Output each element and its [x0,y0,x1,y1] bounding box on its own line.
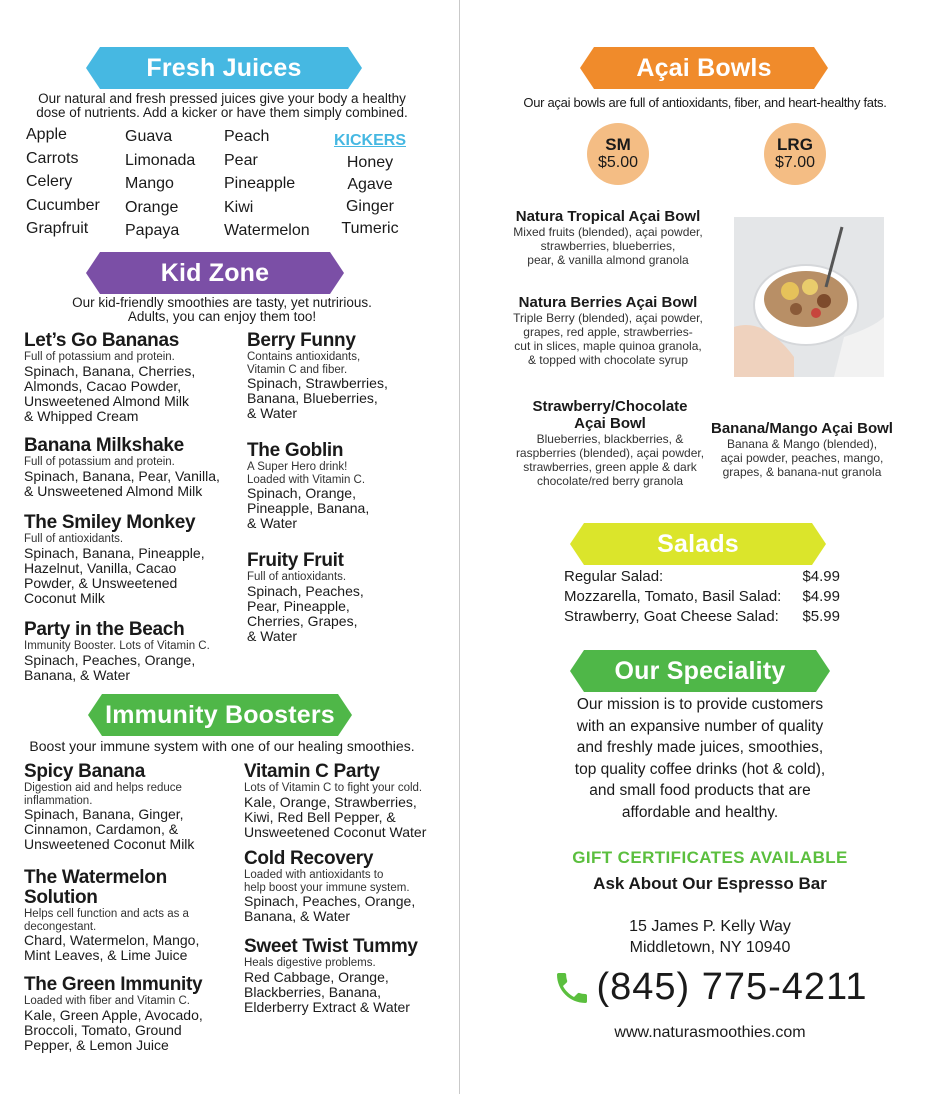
item-ingredients-line: Almonds, Cacao Powder, [24,377,182,394]
fresh-juices-title: Fresh Juices [146,53,302,82]
item-name: Party in the Beach [24,619,185,640]
item-ingredients-line: Kale, Orange, Strawberries, [244,793,417,810]
kicker-item: Tumeric [341,220,399,237]
menu-item-green-immunity [24,975,254,1053]
speciality-banner [584,650,816,692]
juice-item: Carrots [26,149,79,167]
page-fold-line [459,0,460,1094]
address-line: Middletown, NY 10940 [629,939,791,956]
item-description: Loaded with fiber and Vitamin C. [24,995,190,1007]
juice-list-col-1 [26,123,100,241]
item-ingredients-line: & Unsweetened Almond Milk [24,482,203,499]
menu-item-party-in-the-beach [24,620,254,683]
menu-item-fruity-fruit [247,551,437,644]
acai-intro: Our açai bowls are full of antioxidants, fiber, and heart-healthy fats. [523,95,887,110]
fresh-juices-banner [100,47,348,89]
item-ingredients-line: Unsweetened Almond Milk [24,392,189,409]
juice-item: Papaya [125,222,180,239]
item-name: Spicy Banana [24,761,146,782]
kicker-item: Agave [347,176,393,193]
item-ingredients-line: Spinach, Banana, Ginger, [24,806,184,822]
acai-bowl-illustration-icon [734,217,884,377]
item-name: Banana Milkshake [24,435,184,456]
juice-item: Kiwi [224,198,254,216]
salads-price-list [564,567,840,627]
acai-bowl-natura-berries [492,294,724,367]
address-line: 15 James P. Kelly Way [629,918,791,935]
salads-banner [584,523,812,565]
item-ingredients-line: Blackberries, Banana, [244,983,381,1000]
juice-item: Pineapple [224,175,296,192]
item-ingredients-line: & Whipped Cream [24,407,139,424]
item-ingredients-line: Spinach, Strawberries, [247,375,388,391]
item-ingredients-line: Pear, Pineapple, [247,597,350,614]
fresh-juices-intro [14,92,430,120]
juice-list-col-3 [224,125,310,243]
kickers-heading: KICKERS [333,132,406,149]
menu-item-banana-milkshake [24,436,254,499]
website-link[interactable]: www.naturasmoothies.com [614,1024,806,1041]
item-description: Helps cell function and acts as a [24,908,189,920]
bowl-name: Natura Tropical Açai Bowl [515,208,701,225]
size-label: SM [605,135,631,154]
item-ingredients-line: Cinnamon, Cardamon, & [24,821,179,837]
menu-item-cold-recovery [244,849,444,924]
bowl-description: Mixed fruits (blended), açai powder, [513,225,703,239]
kid-zone-intro-line: Adults, you can enjoy them too! [127,309,317,324]
size-price-badge-lrg [764,123,826,185]
mission-line: affordable and healthy. [621,803,779,821]
salads-title: Salads [657,529,739,558]
item-ingredients-line: Red Cabbage, Orange, [244,968,389,985]
store-address [520,916,900,958]
bowl-description: pear, & vanilla almond granola [527,253,689,267]
juice-list-col-2 [125,125,195,243]
item-ingredients-line: Spinach, Peaches, Orange, [24,651,196,668]
salad-name: Strawberry, Goat Cheese Salad: [564,608,779,625]
kid-zone-intro [14,296,430,324]
fresh-juices-intro-line: Our natural and fresh pressed juices give your body a healthy [38,91,406,106]
item-name: Fruity Fruit [247,550,344,571]
juice-item: Watermelon [224,222,310,239]
menu-item-the-goblin [247,441,437,531]
item-ingredients-line: Elderberry Extract & Water [244,998,410,1015]
item-name: Berry Funny [247,330,356,351]
acai-bowls-banner [594,47,814,89]
item-description: Full of potassium and protein. [24,456,175,468]
item-name: The Green Immunity [24,974,203,995]
item-ingredients-line: Spinach, Peaches, [247,582,364,599]
mission-line: with an expansive number of quality [576,717,824,735]
kid-zone-banner [100,252,330,294]
item-description: Full of antioxidants. [24,533,124,545]
mission-line: and small food products that are [589,782,811,799]
menu-item-watermelon-solution [24,868,254,963]
immunity-boosters-banner [102,694,338,736]
item-ingredients-line: Kiwi, Red Bell Pepper, & [244,808,396,825]
item-name: Cold Recovery [244,848,374,869]
kicker-item: Ginger [345,198,395,215]
acai-bowl-natura-tropical [498,208,718,267]
salad-name: Mozzarella, Tomato, Basil Salad: [564,588,782,605]
bowl-description: açai powder, peaches, mango, [720,451,884,465]
item-description: Loaded with antioxidants to [244,869,384,881]
salad-row [564,567,840,587]
bowl-name: Strawberry/Chocolate [532,398,688,415]
menu-right-panel [480,0,930,1094]
juice-item: Pear [224,151,258,169]
bowl-description: grapes, red apple, strawberries- [523,325,693,339]
bowl-name: Natura Berries Açai Bowl [518,294,698,311]
item-description: Full of antioxidants. [247,571,347,583]
item-description: Lots of Vitamin C to fight your cold. [244,782,423,794]
espresso-bar-note: Ask About Our Espresso Bar [593,874,827,893]
menu-item-smiley-monkey [24,513,254,606]
juice-item: Celery [26,173,73,190]
size-price-badge-sm [587,123,649,185]
fresh-juices-intro-line: dose of nutrients. Add a kicker or have them simply combined. [36,105,408,120]
item-name: The Smiley Monkey [24,512,196,533]
mission-statement [540,694,860,823]
bowl-name: Açai Bowl [574,415,646,432]
menu-item-spicy-banana [24,762,254,852]
item-name: Let’s Go Bananas [24,330,179,351]
kicker-item: Honey [346,154,394,171]
salad-price: $4.99 [802,588,840,605]
item-description: Immunity Booster. Lots of Vitamin C. [24,640,210,652]
bowl-description: Blueberries, blackberries, & [536,432,684,446]
item-description: decongestant. [24,920,97,933]
kid-zone-intro-line: Our kid-friendly smoothies are tasty, yet nutririous. [72,295,372,310]
item-ingredients-line: Pineapple, Banana, [247,500,370,516]
acai-bowls-title: Açai Bowls [636,53,772,82]
size-price: $5.00 [597,154,639,171]
acai-bowl-banana-mango [702,420,902,479]
juice-item: Mango [125,175,174,192]
mission-line: and freshly made juices, smoothies, [576,739,824,756]
mission-line: top quality coffee drinks (hot & cold), [574,760,826,778]
item-ingredients-line: Spinach, Banana, Cherries, [24,362,196,379]
item-ingredients-line: Coconut Milk [24,589,105,606]
menu-left-panel [14,0,444,1094]
bowl-description: raspberries (blended), açai powder, [515,446,705,460]
juice-item: Peach [224,128,270,145]
item-name: Vitamin C Party [244,761,380,782]
bowl-description: strawberries, blueberries, [540,239,676,253]
acai-bowl-photo [734,217,884,377]
item-description: Vitamin C and fiber. [247,363,348,376]
juice-item: Limonada [125,151,196,169]
bowl-description: Banana & Mango (blended), [726,437,878,451]
menu-item-vitamin-c-party [244,762,444,840]
item-ingredients-line: Unsweetened Coconut Milk [24,836,195,852]
juice-item: Orange [125,198,179,216]
item-description: Loaded with Vitamin C. [247,473,366,486]
phone-number[interactable]: (845) 775-4211 [596,966,868,1008]
item-description: help boost your immune system. [244,881,410,894]
item-ingredients-line: Powder, & Unsweetened [24,574,178,591]
item-ingredients-line: Kale, Green Apple, Avocado, [24,1006,203,1023]
bowl-description: & topped with chocolate syrup [527,353,689,367]
item-ingredients-line: Spinach, Banana, Pineapple, [24,544,205,561]
menu-item-sweet-twist-tummy [244,937,444,1015]
item-name: Solution [24,887,98,908]
gift-certificates-note: GIFT CERTIFICATES AVAILABLE [572,848,848,867]
phone-contact [530,966,890,1009]
item-description: Digestion aid and helps reduce [24,782,182,794]
bowl-name: Banana/Mango Açai Bowl [711,420,893,437]
item-description: Contains antioxidants, [247,351,361,363]
item-ingredients-line: Pepper, & Lemon Juice [24,1036,169,1053]
item-description: A Super Hero drink! [247,461,348,473]
item-ingredients-line: Banana, Blueberries, [247,390,378,406]
item-ingredients-line: Mint Leaves, & Lime Juice [24,947,188,963]
item-ingredients-line: Cherries, Grapes, [247,612,358,629]
item-description: Full of potassium and protein. [24,351,175,363]
salad-row [564,607,840,627]
item-ingredients-line: & Water [247,627,298,644]
menu-item-berry-funny [247,331,437,421]
item-ingredients-line: Banana, & Water [24,666,131,683]
item-name: The Goblin [247,440,344,461]
acai-bowl-strawberry-chocolate [494,398,726,488]
bowl-description: cut in slices, maple quinoa granola, [514,339,702,353]
bowl-description: grapes, & banana-nut granola [722,465,882,479]
item-ingredients-line: Chard, Watermelon, Mango, [24,932,200,948]
item-ingredients-line: Spinach, Banana, Pear, Vanilla, [24,467,220,484]
item-description: Heals digestive problems. [244,957,376,969]
item-ingredients-line: Banana, & Water [244,908,351,924]
item-ingredients-line: Unsweetened Coconut Water [244,823,427,840]
phone-icon [552,968,592,1008]
bowl-description: Triple Berry (blended), açai powder, [513,311,703,325]
salad-price: $4.99 [802,568,840,585]
item-ingredients-line: & Water [247,405,298,421]
item-ingredients-line: Hazelnut, Vanilla, Cacao [24,559,177,576]
salad-price: $5.99 [802,608,840,625]
kickers-list [332,130,408,240]
bowl-description: strawberries, green apple & dark [523,460,697,474]
bowl-description: chocolate/red berry granola [536,474,684,488]
item-ingredients-line: Broccoli, Tomato, Ground [24,1021,182,1038]
kid-zone-title: Kid Zone [160,258,270,287]
salad-row [564,587,840,607]
item-ingredients-line: & Water [247,515,298,531]
speciality-title: Our Speciality [614,656,786,685]
size-price: $7.00 [774,154,816,171]
immunity-intro: Boost your immune system with one of our healing smoothies. [29,738,415,754]
immunity-boosters-title: Immunity Boosters [105,700,335,729]
juice-item: Apple [26,126,67,143]
item-name: The Watermelon [24,867,167,888]
juice-item: Grapfruit [26,220,89,237]
juice-item: Cucumber [26,196,100,214]
item-name: Sweet Twist Tummy [244,936,418,957]
menu-item-lets-go-bananas [24,331,254,424]
juice-item: Guava [125,128,173,145]
item-ingredients-line: Spinach, Peaches, Orange, [244,893,416,909]
item-ingredients-line: Spinach, Orange, [247,485,356,501]
salad-name: Regular Salad: [564,568,664,585]
item-description: inflammation. [24,794,93,807]
size-label: LRG [777,135,813,154]
mission-line: Our mission is to provide customers [576,696,824,713]
